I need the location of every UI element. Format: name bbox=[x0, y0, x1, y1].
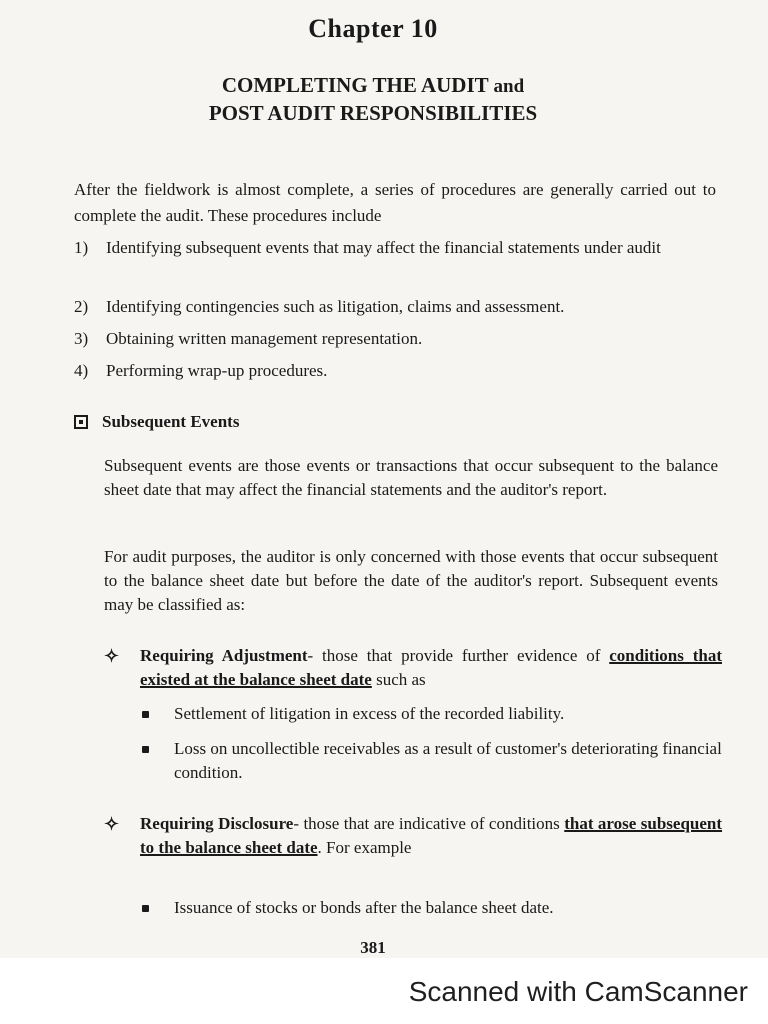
adjustment-bullet bbox=[174, 702, 722, 726]
intro-paragraph: After the fieldwork is almost complete, a series of procedures are generally carried out to complete the audit. These procedures include bbox=[74, 180, 716, 225]
requiring-disclosure-tail: . For example bbox=[317, 838, 412, 857]
adjustment-bullet-text: Settlement of litigation in excess of the recorded liability. bbox=[174, 704, 565, 723]
section-marker-icon bbox=[74, 415, 88, 429]
procedure-number: 3) bbox=[74, 329, 89, 348]
procedure-number: 2) bbox=[74, 297, 89, 316]
requiring-disclosure-underlined: that arose subsequent to the balance sheet date bbox=[140, 814, 723, 857]
requiring-adjustment-item bbox=[104, 644, 722, 692]
title-line-1 bbox=[0, 72, 746, 100]
page-number: 381 bbox=[360, 938, 386, 957]
requiring-adjustment-text: - those that provide further evidence of bbox=[307, 646, 601, 665]
disclosure-bullet-text: Issuance of stocks or bonds after the balance sheet date. bbox=[174, 898, 554, 917]
bullet-icon bbox=[142, 905, 149, 912]
requiring-disclosure-item bbox=[104, 812, 723, 860]
camscanner-watermark: Scanned with CamScanner bbox=[408, 976, 748, 1007]
requiring-adjustment-tail: such as bbox=[376, 670, 426, 689]
title-line-1-tail: and bbox=[493, 76, 525, 97]
section-heading-text: Subsequent Events bbox=[102, 412, 240, 431]
requiring-adjustment-underlined: conditions that existed at the balance sheet date bbox=[140, 646, 722, 689]
audit-purpose-paragraph: For audit purposes, the auditor is only concerned with those events that occur subsequent to the balance sheet date but before the date of the auditor's report. Subsequent events may be classified as: bbox=[104, 547, 718, 614]
subsequent-events-definition: Subsequent events are those events or transactions that occur subsequent to the balance sheet date that may affect the financial statements and the auditor's report. bbox=[104, 456, 718, 499]
title-line-2: POST AUDIT RESPONSIBILITIES bbox=[208, 101, 538, 125]
adjustment-bullet-text: Loss on uncollectible receivables as a result of customer's deteriorating financial condition. bbox=[174, 739, 722, 782]
bullet-icon bbox=[142, 746, 149, 753]
cross-marker-icon: ✧ bbox=[104, 646, 120, 666]
chapter-title bbox=[0, 72, 746, 126]
chapter-label: Chapter 10 bbox=[308, 14, 438, 43]
procedure-text: Identifying subsequent events that may affect the financial statements under audit bbox=[106, 238, 661, 257]
procedure-item bbox=[74, 236, 714, 284]
requiring-disclosure-label: Requiring Disclosure bbox=[140, 814, 294, 833]
adjustment-bullet bbox=[174, 737, 722, 785]
procedure-item bbox=[74, 359, 714, 383]
title-line-1-main: COMPLETING THE AUDIT bbox=[221, 73, 489, 97]
procedure-text: Identifying contingencies such as litigation, claims and assessment. bbox=[106, 297, 565, 316]
bullet-icon bbox=[142, 711, 149, 718]
procedure-text: Obtaining written management representation. bbox=[106, 329, 423, 348]
procedure-item bbox=[74, 295, 714, 319]
procedure-number: 1) bbox=[74, 238, 89, 257]
requiring-adjustment-label: Requiring Adjustment bbox=[140, 646, 308, 665]
procedure-item bbox=[74, 327, 714, 351]
procedure-text: Performing wrap-up procedures. bbox=[106, 361, 328, 380]
section-heading bbox=[74, 412, 239, 432]
requiring-disclosure-text: - those that are indicative of conditions bbox=[293, 814, 560, 833]
cross-marker-icon: ✧ bbox=[104, 814, 120, 834]
disclosure-bullet bbox=[174, 896, 722, 920]
procedure-number: 4) bbox=[74, 361, 89, 380]
